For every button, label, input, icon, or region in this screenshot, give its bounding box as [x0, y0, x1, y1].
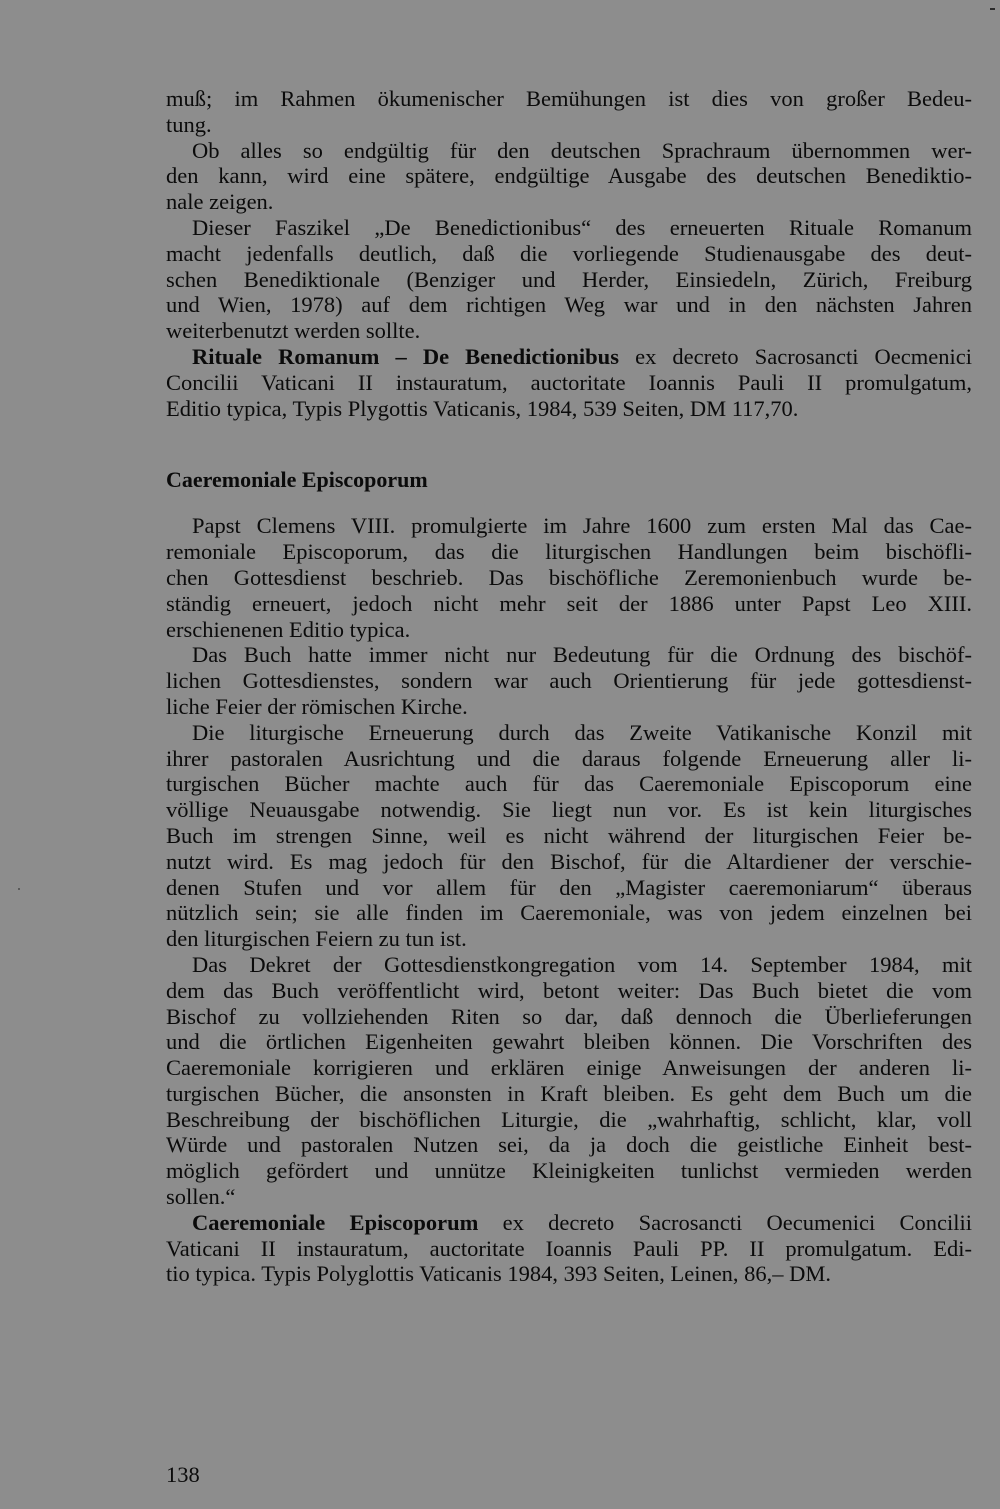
- text-line: Editio typica, Typis Plygottis Vaticanis, 1984, 539 Seiten, DM 117,70.: [166, 395, 799, 421]
- text-line: remoniale Episcoporum, das die liturgischen Handlungen beim bischöfli-: [166, 539, 972, 565]
- text-line: dem das Buch veröffentlicht wird, betont weiter: Das Buch bietet die vom: [166, 977, 972, 1003]
- text-line: Würde und pastoralen Nutzen sei, da ja doch die geistliche Einheit best-: [166, 1132, 972, 1158]
- text-line: Buch im strengen Sinne, weil es nicht während der liturgischen Feier be-: [166, 822, 972, 848]
- heading-spacer: [166, 493, 972, 513]
- text-line: Das Dekret der Gottesdienstkongregation vom 14. September 1984, mit: [192, 951, 972, 977]
- text-line: [166, 344, 972, 370]
- text-line: Papst Clemens VIII. promulgierte im Jahre 1600 zum ersten Mal das Cae-: [192, 513, 972, 539]
- text-line: den kann, wird eine spätere, endgültige Ausgabe des deutschen Benediktio-: [166, 163, 972, 189]
- reference-text: ex decreto Sacrosancti Oecmenici: [618, 343, 972, 369]
- text-line: [166, 1210, 972, 1236]
- paragraph-2: [166, 138, 972, 215]
- paragraph-3: [166, 215, 972, 344]
- text-line: Concilii Vaticani II instauratum, auctoritate Ioannis Pauli II promulgatum,: [166, 369, 972, 395]
- text-line: ihrer pastoralen Ausrichtung und die daraus folgende Erneuerung aller li-: [166, 745, 972, 771]
- text-line: nale zeigen.: [166, 189, 274, 215]
- text-line: liche Feier der römischen Kirche.: [166, 693, 468, 719]
- text-line: turgischen Bücher, die ansonsten in Kraft bleiben. Es geht dem Buch um die: [166, 1080, 972, 1106]
- section-heading: Caeremoniale Episcoporum: [166, 467, 428, 493]
- reference-rituale-romanum: [166, 344, 972, 421]
- paragraph-7: [166, 952, 972, 1210]
- text-line: den liturgischen Feiern zu tun ist.: [166, 926, 467, 952]
- reference-caeremoniale: [166, 1210, 972, 1287]
- text-line: Das Buch hatte immer nicht nur Bedeutung für die Ordnung des bischöf-: [192, 642, 972, 668]
- text-line: nützlich sein; sie alle finden im Caeremoniale, was von jedem einzelnen bei: [166, 900, 972, 926]
- text-line: macht jedenfalls deutlich, daß die vorliegende Studienausgabe des deut-: [166, 240, 972, 266]
- text-line: Ob alles so endgültig für den deutschen Sprachraum übernommen wer-: [192, 137, 972, 163]
- section-spacer: [166, 421, 972, 467]
- page-number: 138: [166, 1462, 200, 1487]
- text-line: völlige Neuausgabe notwendig. Sie liegt nun vor. Es ist kein liturgisches: [166, 797, 972, 823]
- text-line: möglich gefördert und unnütze Kleinigkeiten tunlichst vermieden werden: [166, 1158, 972, 1184]
- text-line: schen Benediktionale (Benziger und Herder, Einsiedeln, Zürich, Freiburg: [166, 266, 972, 292]
- scan-dot: [18, 888, 20, 890]
- text-line: und Wien, 1978) auf dem richtigen Weg war und in den nächsten Jahren: [166, 292, 972, 318]
- text-line: Die liturgische Erneuerung durch das Zweite Vatikanische Konzil mit: [192, 719, 972, 745]
- text-line: chen Gottesdienst beschrieb. Das bischöfliche Zeremonienbuch wurde be-: [166, 564, 972, 590]
- text-line: Bischof zu vollziehenden Riten so dar, daß dennoch die Überlieferungen: [166, 1003, 972, 1029]
- text-line: lichen Gottesdienstes, sondern war auch Orientierung für jede gottesdienst-: [166, 668, 972, 694]
- reference-text: ex decreto Sacrosancti Oecumenici Concilii: [478, 1209, 972, 1235]
- text-line: tio typica. Typis Polyglottis Vaticanis 1984, 393 Seiten, Leinen, 86,– DM.: [166, 1261, 832, 1287]
- page-text: [166, 86, 972, 1287]
- paragraph-6: [166, 720, 972, 952]
- paragraph-1: [166, 86, 972, 138]
- text-line: Vaticani II instauratum, auctoritate Ioannis Pauli PP. II promulgatum. Edi-: [166, 1235, 972, 1261]
- reference-title: Caeremoniale Episcoporum: [192, 1209, 479, 1235]
- paragraph-5: [166, 642, 972, 719]
- reference-title: Rituale Romanum – De Benedictionibus: [192, 343, 619, 369]
- text-line: weiterbenutzt werden sollte.: [166, 318, 421, 344]
- text-line: Dieser Faszikel „De Benedictionibus“ des erneuerten Rituale Romanum: [192, 214, 972, 240]
- text-line: nutzt wird. Es mag jedoch für den Bischof, für die Altardiener der verschie-: [166, 848, 972, 874]
- text-line: ständig erneuert, jedoch nicht mehr seit der 1886 unter Papst Leo XIII.: [166, 590, 972, 616]
- text-line: sollen.“: [166, 1184, 236, 1210]
- text-line: erschienenen Editio typica.: [166, 616, 411, 642]
- scan-mark: [990, 8, 995, 10]
- text-line: turgischen Bücher machte auch für das Caeremoniale Episcoporum eine: [166, 771, 972, 797]
- paragraph-4: [166, 513, 972, 642]
- text-line: und die örtlichen Eigenheiten gewahrt bleiben können. Die Vorschriften des: [166, 1029, 972, 1055]
- text-line: Beschreibung der bischöflichen Liturgie, die „wahrhaftig, schlicht, klar, voll: [166, 1106, 972, 1132]
- text-line: denen Stufen und vor allem für den „Magister caeremoniarum“ überaus: [166, 874, 972, 900]
- text-line: muß; im Rahmen ökumenischer Bemühungen ist dies von großer Bedeu-: [166, 86, 972, 111]
- text-line: tung.: [166, 111, 212, 137]
- text-line: Caeremoniale korrigieren und erklären einige Anweisungen der anderen li-: [166, 1055, 972, 1081]
